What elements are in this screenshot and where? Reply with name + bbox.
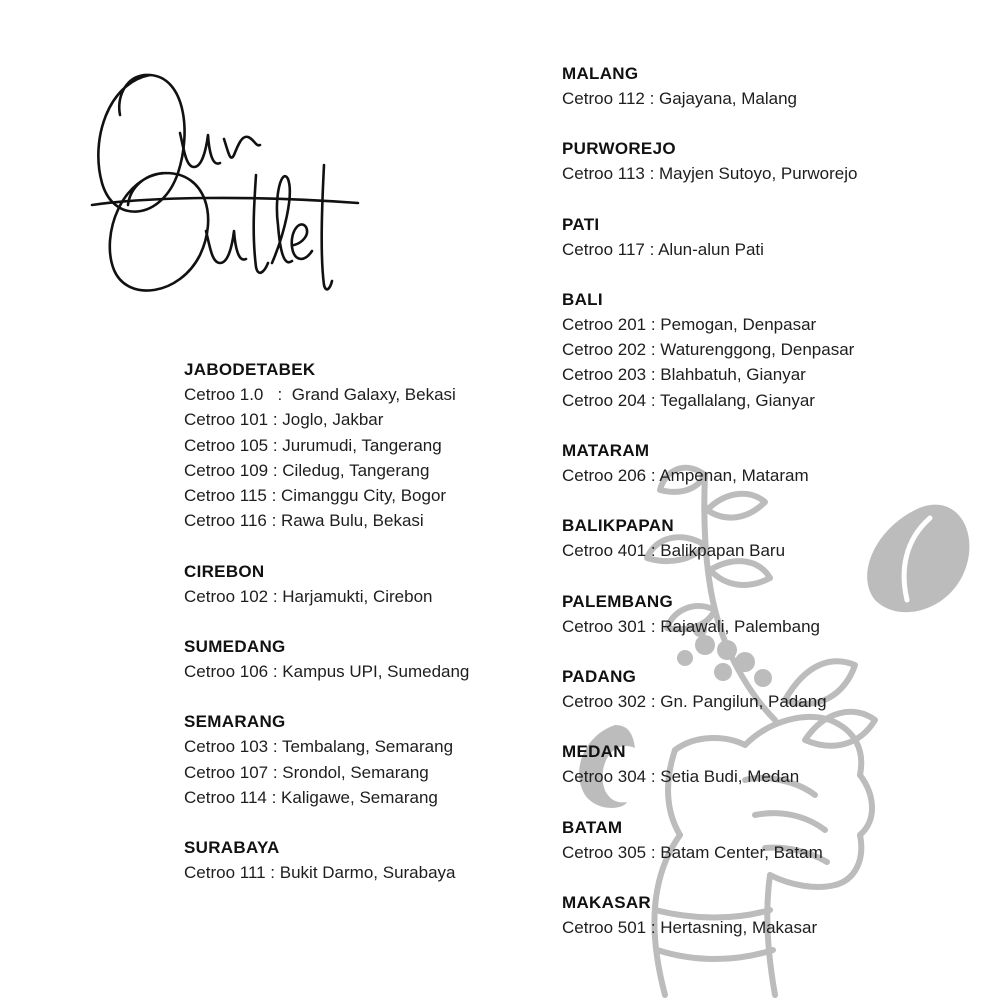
- outlet-column-right: [562, 61, 982, 965]
- outlet-entry: Cetroo 304 : Setia Budi, Medan: [562, 767, 800, 787]
- region-name: MATARAM: [562, 441, 650, 461]
- region-makasar: [562, 890, 982, 940]
- outlet-entry: Cetroo 115 : Cimanggu City, Bogor: [184, 486, 447, 506]
- region-name: JABODETABEK: [184, 360, 316, 379]
- outlet-entry: Cetroo 501 : Hertasning, Makasar: [562, 917, 818, 937]
- region-balikpapan: [562, 513, 982, 563]
- outlet-entry: Cetroo 101 : Joglo, Jakbar: [184, 410, 384, 430]
- region-name: MALANG: [562, 64, 639, 83]
- region-name: BATAM: [562, 817, 623, 837]
- region-jabodetabek: [184, 357, 524, 534]
- outlet-entry: Cetroo 117 : Alun-alun Pati: [562, 239, 764, 259]
- region-semarang: [184, 709, 524, 810]
- region-bali: [562, 287, 982, 413]
- region-name: PATI: [562, 214, 600, 234]
- outlet-entry: Cetroo 109 : Ciledug, Tangerang: [184, 460, 430, 480]
- outlet-entry: Cetroo 206 : Ampenan, Mataram: [562, 466, 809, 486]
- outlet-entry: Cetroo 112 : Gajayana, Malang: [562, 89, 797, 108]
- outlet-entry: Cetroo 202 : Waturenggong, Denpasar: [562, 340, 855, 360]
- region-sumedang: [184, 634, 524, 684]
- region-name: CIREBON: [184, 561, 265, 581]
- outlet-entry: Cetroo 201 : Pemogan, Denpasar: [562, 314, 817, 334]
- outlet-entry: Cetroo 301 : Rajawali, Palembang: [562, 616, 820, 636]
- outlet-entry: Cetroo 1.0 : Grand Galaxy, Bekasi: [184, 385, 456, 404]
- region-name: SURABAYA: [184, 838, 280, 858]
- region-name: PADANG: [562, 666, 637, 686]
- outlet-column-left: [184, 357, 524, 911]
- region-name: SUMEDANG: [184, 637, 286, 657]
- region-mataram: [562, 438, 982, 488]
- outlet-entry: Cetroo 102 : Harjamukti, Cirebon: [184, 586, 433, 606]
- region-name: MEDAN: [562, 742, 626, 762]
- outlet-entry: Cetroo 114 : Kaligawe, Semarang: [184, 787, 438, 807]
- region-purworejo: [562, 136, 982, 186]
- region-padang: [562, 664, 982, 714]
- outlet-entry: Cetroo 106 : Kampus UPI, Sumedang: [184, 662, 470, 682]
- outlet-entry: Cetroo 401 : Balikpapan Baru: [562, 541, 786, 561]
- outlet-entry: Cetroo 107 : Srondol, Semarang: [184, 762, 429, 782]
- region-name: BALI: [562, 289, 603, 309]
- outlet-entry: Cetroo 113 : Mayjen Sutoyo, Purworejo: [562, 164, 858, 184]
- outlet-entry: Cetroo 116 : Rawa Bulu, Bekasi: [184, 511, 424, 531]
- region-palembang: [562, 589, 982, 639]
- region-malang: [562, 61, 982, 111]
- region-medan: [562, 739, 982, 789]
- region-name: BALIKPAPAN: [562, 516, 674, 536]
- region-name: SEMARANG: [184, 712, 286, 732]
- outlet-entry: Cetroo 203 : Blahbatuh, Gianyar: [562, 365, 806, 385]
- region-name: PALEMBANG: [562, 591, 673, 611]
- outlet-entry: Cetroo 302 : Gn. Pangilun, Padang: [562, 691, 827, 711]
- outlet-entry: Cetroo 305 : Batam Center, Batam: [562, 842, 823, 862]
- outlet-entry: Cetroo 111 : Bukit Darmo, Surabaya: [184, 863, 456, 883]
- region-surabaya: [184, 835, 524, 885]
- region-cirebon: [184, 559, 524, 609]
- region-name: MAKASAR: [562, 892, 651, 912]
- outlet-entry: Cetroo 105 : Jurumudi, Tangerang: [184, 435, 442, 455]
- region-batam: [562, 815, 982, 865]
- region-name: PURWOREJO: [562, 139, 676, 159]
- our-outlet-script-logo: [88, 55, 378, 305]
- outlet-entry: Cetroo 204 : Tegallalang, Gianyar: [562, 390, 815, 410]
- region-pati: [562, 212, 982, 262]
- outlet-entry: Cetroo 103 : Tembalang, Semarang: [184, 737, 454, 757]
